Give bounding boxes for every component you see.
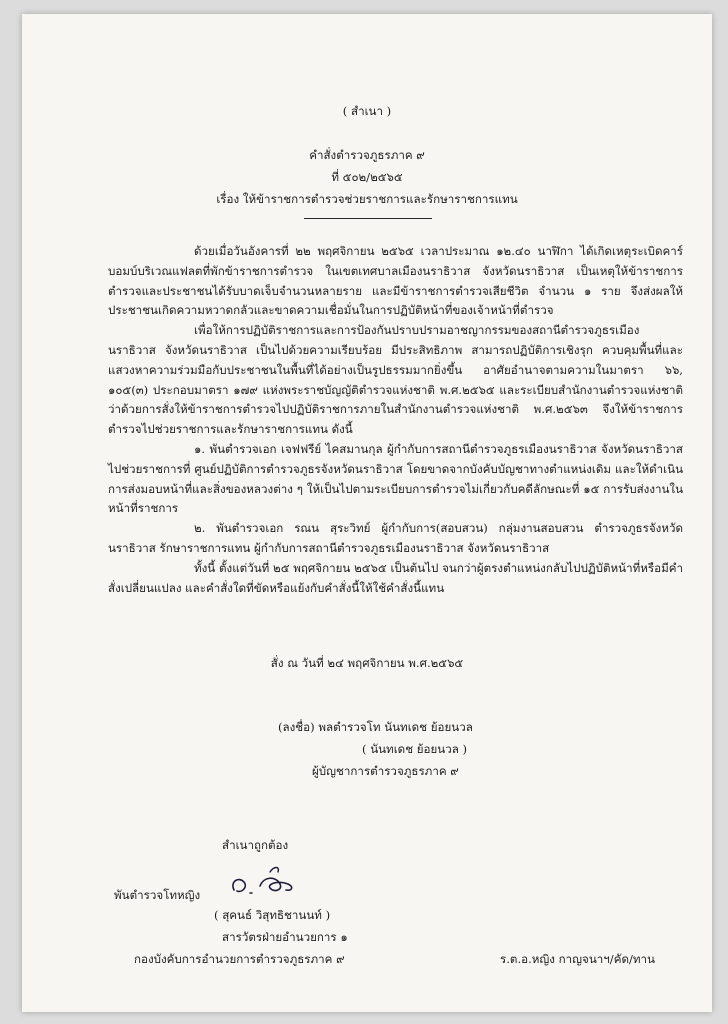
order-subject: เรื่อง ให้ข้าราชการตำรวจช่วยราชการและรักษาราชการแทน — [216, 192, 518, 206]
typist-initials: ร.ต.อ.หญิง กาญจนาฯ/คัด/ทาน — [500, 952, 655, 966]
paragraph-incident: ด้วยเมื่อวันอังคารที่ ๒๒ พฤศจิกายน ๒๕๖๕ เวลาประมาณ ๑๒.๔๐ นาฬิกา ได้เกิดเหตุระเบิดคาร์บอมบ์บริเวณแฟลตที่พักข้าราชการตำรวจ ในเขตเทศบาลเมืองนราธิวาส จังหวัดนราธิวาส เป็นเหตุให้ข้าราชการตำรวจและประชาชนได้รับบาดเจ็บจำนวนหลายราย และมีข้าราชการตำรวจเสียชีวิต จำนวน ๑ ราย จึงส่งผลให้ประชาชนเกิดความหวาดกลัวและขาดความเชื่อมั่นในการปฏิบัติหน้าที่ของเจ้าหน้าที่ตำรวจ — [108, 244, 683, 318]
paragraph-item-1: ๑. พันตำรวจเอก เจฟฟรีย์ ไคสมานกุล ผู้กำกับการสถานีตำรวจภูธรเมืองนราธิวาส จังหวัดนราธิวาส ไปช่วยราชการที่ ศูนย์ปฏิบัติการตำรวจภูธรจังหวัดนราธิวาส โดยขาดจากบังคับบัญชาทางตำแหน่งเดิม และให้ดำเนินการส่งมอบหน้าที่และสิ่งของหลวงต่าง ๆ ให้เป็นไปตามระเบียบการตำรวจไม่เกี่ยวกับคดีลักษณะที่ ๑๕ การรับส่งงานในหน้าที่ราชการ — [108, 441, 683, 516]
signatory-name: ( นันทเดช ย้อยนวล ) — [362, 742, 468, 756]
order-date: สั่ง ณ วันที่ ๒๔ พฤศจิกายน พ.ศ.๒๕๖๕ — [270, 656, 464, 670]
handwritten-signature — [220, 860, 330, 902]
signatory-block — [278, 718, 638, 784]
certifier-division: กองบังคับการอำนวยการตำรวจภูธรภาค ๙ — [134, 952, 345, 966]
paragraph-effective-date: ทั้งนี้ ตั้งแต่วันที่ ๒๕ พฤศจิกายน ๒๕๖๕ เป็นต้นไป จนกว่าผู้ตรงตำแหน่งกลับไปปฏิบัติหน้าที่หรือมีคำสั่งเปลี่ยนแปลง และคำสั่งใดที่ขัดหรือแย้งกับคำสั่งนี้ให้ใช้คำสั่งนี้แทน — [108, 560, 683, 595]
signed-line: (ลงชื่อ) พลตำรวจโท นันทเดช ย้อยนวล — [278, 720, 473, 734]
order-body — [108, 242, 683, 598]
certifier-position: สารวัตรฝ่ายอำนวยการ ๑ — [222, 930, 348, 944]
order-title: คำสั่งตำรวจภูธรภาค ๙ — [309, 148, 425, 162]
subject-divider — [304, 218, 432, 219]
order-document — [22, 14, 712, 1012]
signatory-position: ผู้บัญชาการตำรวจภูธรภาค ๙ — [312, 764, 459, 778]
paragraph-item-2: ๒. พันตำรวจเอก รณน สุระวิทย์ ผู้กำกับการ(สอบสวน) กลุ่มงานสอบสวน ตำรวจภูธรจังหวัดนราธิวาส รักษาราชการแทน ผู้กำกับการสถานีตำรวจภูธรเมืองนราธิวาส จังหวัดนราธิวาส — [108, 521, 683, 555]
paragraph-authority: เพื่อให้การปฏิบัติราชการและการป้องกันปราบปรามอาชญากรรมของสถานีตำรวจภูธรเมืองนราธิวาส จังหวัดนราธิวาส เป็นไปด้วยความเรียบร้อย มีประสิทธิภาพ สามารถปฏิบัติการเชิงรุก ควบคุมพื้นที่และแสวงหาความร่วมมือกับประชาชนในพื้นที่ได้อย่างเป็นรูปธรรมมากยิ่งขึ้น อาศัยอำนาจตามความในมาตรา ๖๖, ๑๐๕(๓) ประกอบมาตรา ๑๗๙ แห่งพระราชบัญญัติตำรวจแห่งชาติ พ.ศ.๒๕๖๕ และระเบียบสำนักงานตำรวจแห่งชาติ ว่าด้วยการสั่งให้ข้าราชการตำรวจไปปฏิบัติราชการภายในสำนักงานตำรวจแห่งชาติ พ.ศ.๒๕๖๓ จึงให้ข้าราชการตำรวจไปช่วยราชการและรักษาราชการแทน ดังนี้ — [108, 323, 683, 437]
order-number: ที่ ๕๐๒/๒๕๖๕ — [331, 170, 403, 184]
certifier-name: ( สุคนธ์ วิสุทธิชานนท์ ) — [214, 908, 331, 922]
copy-label: ( สำเนา ) — [342, 104, 392, 118]
certified-copy-label: สำเนาถูกต้อง — [222, 838, 289, 852]
certifier-rank: พันตำรวจโทหญิง — [114, 888, 201, 902]
document-sheet — [22, 14, 712, 1012]
